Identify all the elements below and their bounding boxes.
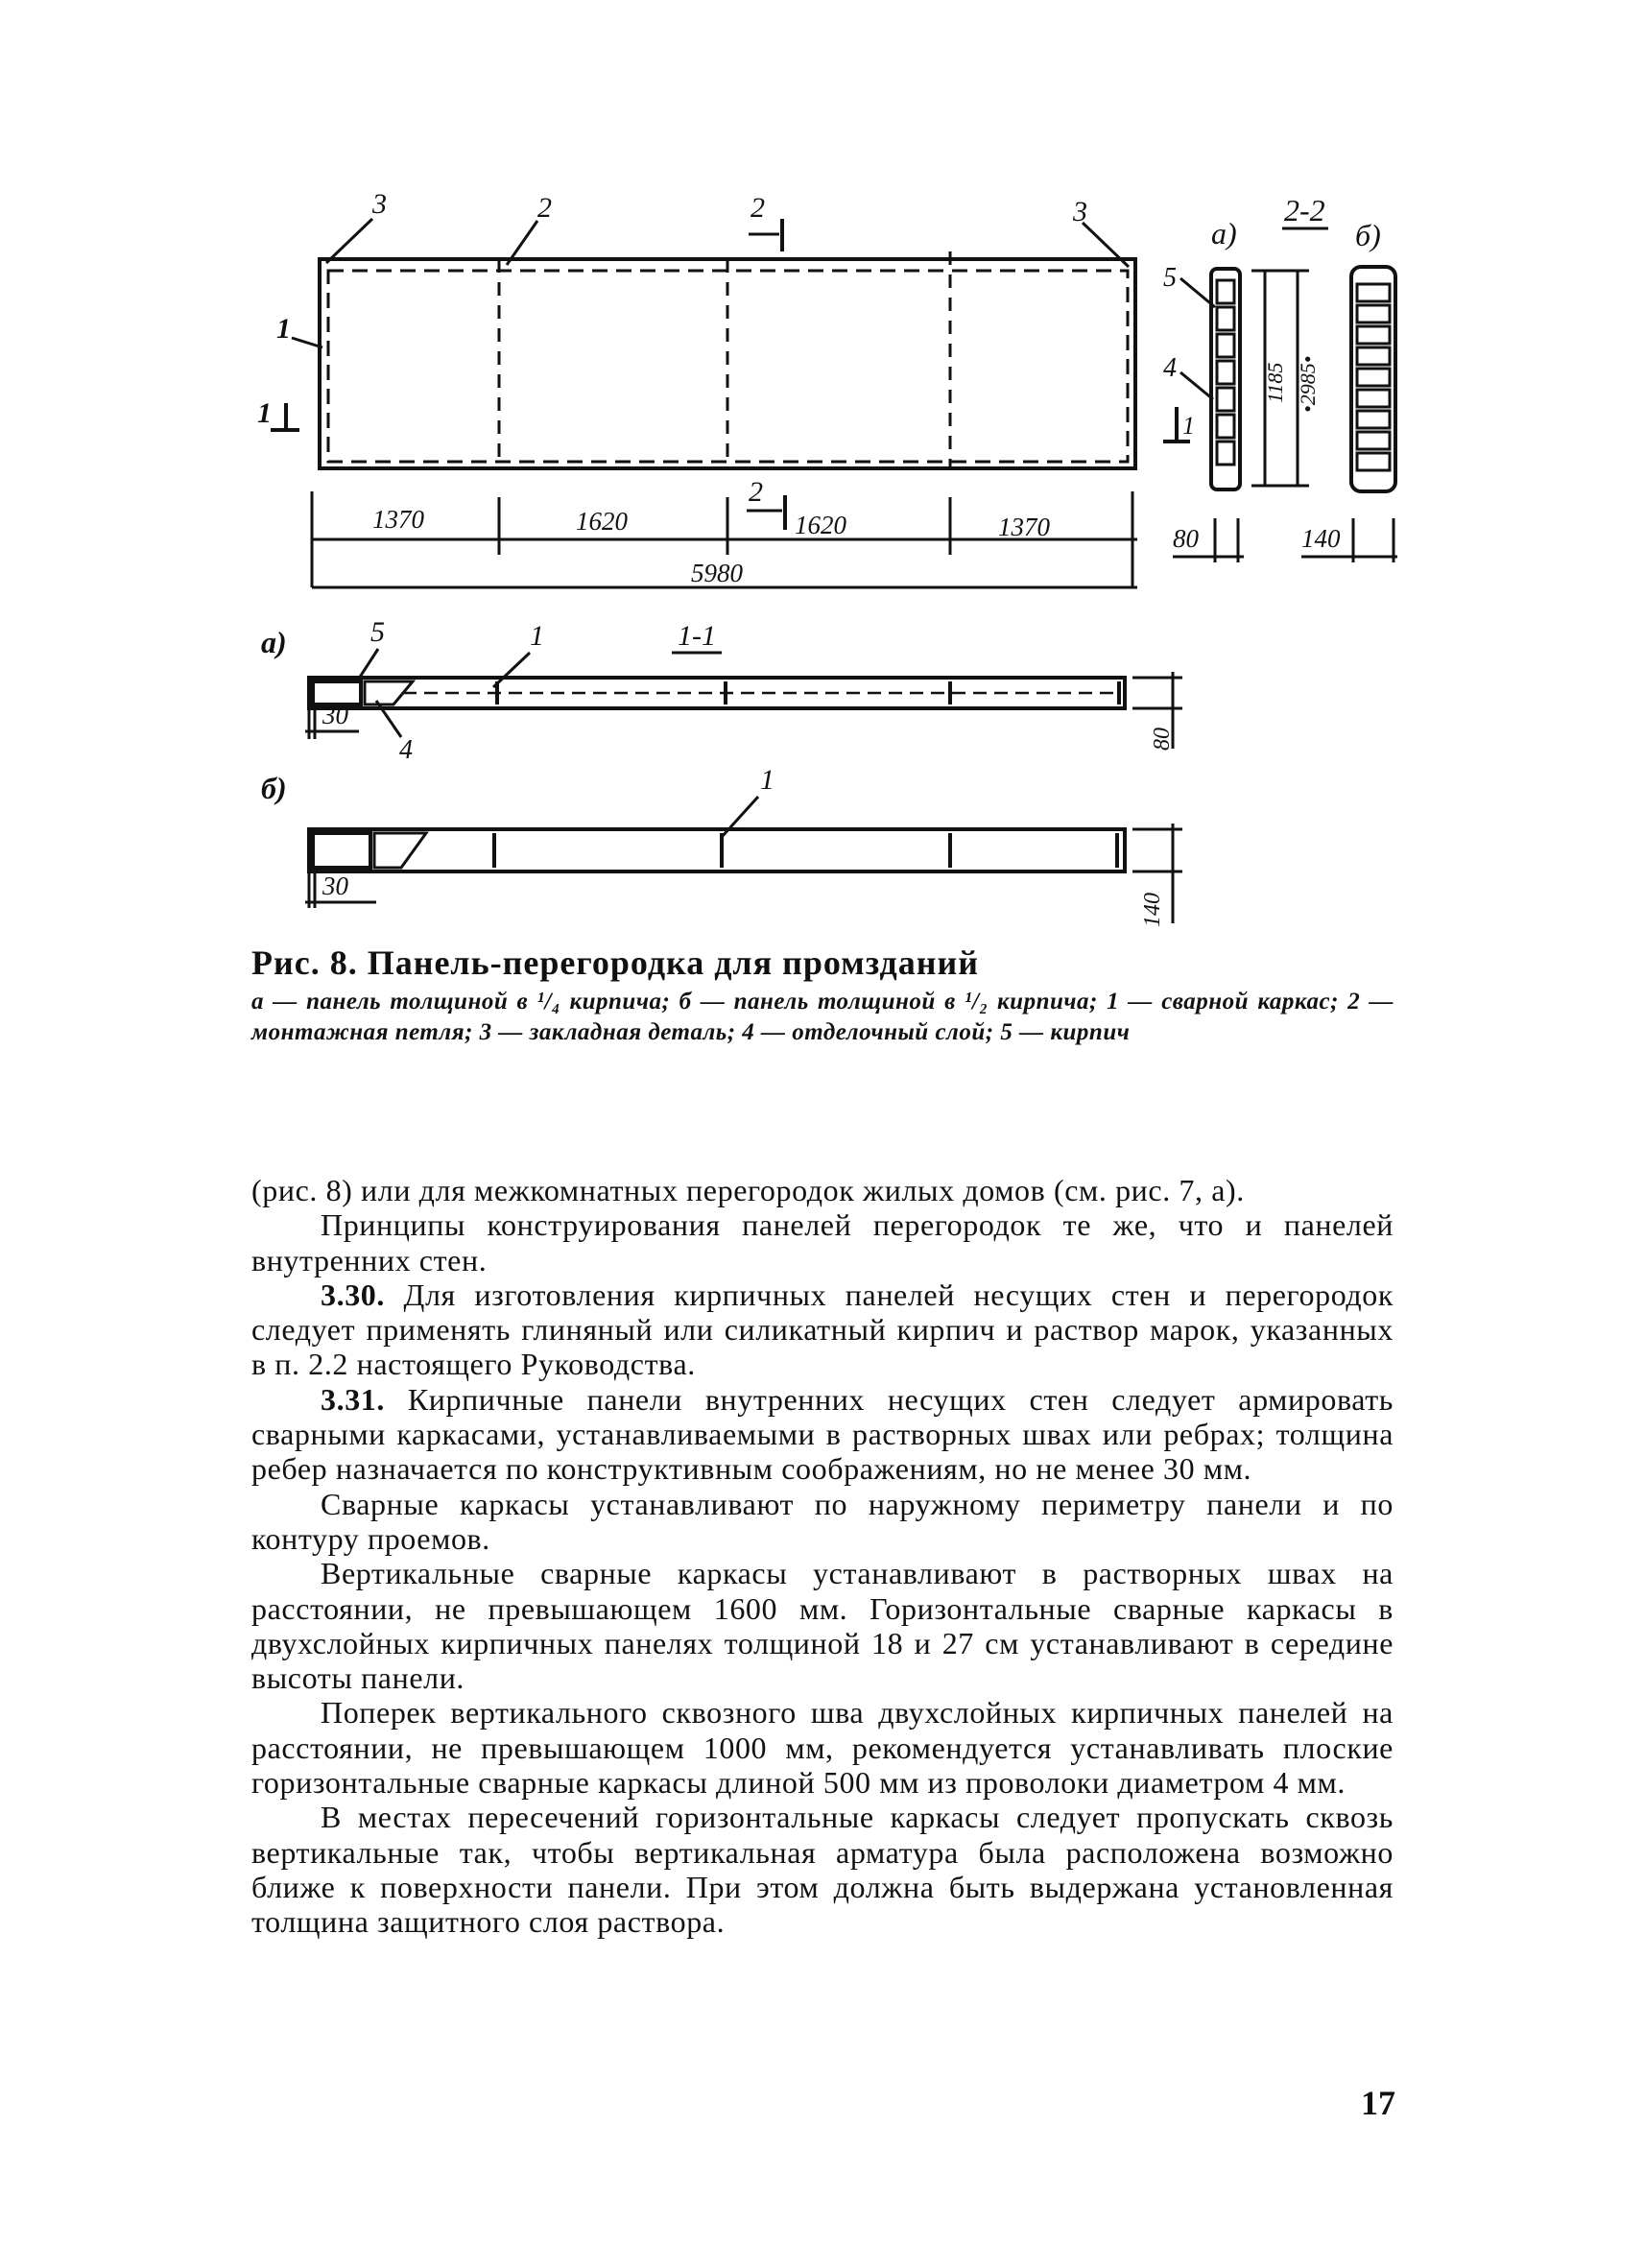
callout-1-elev: 1 (276, 313, 291, 345)
dim-30-a: 30 (322, 701, 348, 729)
dim-1620-left: 1620 (576, 507, 628, 536)
dim-1370-right: 1370 (998, 513, 1050, 541)
dim-30-b: 30 (322, 871, 348, 900)
section-2-bottom-label: 2 (749, 476, 763, 508)
dim-140-b: 140 (1140, 893, 1165, 927)
leader-3-left (326, 219, 372, 263)
dim-80-sec: 80 (1173, 524, 1199, 553)
dim-5980: 5980 (691, 559, 743, 587)
clause-number-3-31: 3.31. (321, 1381, 385, 1417)
figure-caption-title: Рис. 8. Панель-перегородка для промзданий (251, 943, 979, 982)
section-1-left-label: 1 (257, 397, 272, 429)
section-1-right-label: 1 (1182, 412, 1195, 440)
dim-80-a: 80 (1150, 728, 1175, 751)
panel-b-end-taper (374, 833, 426, 868)
panel-b-body (309, 829, 1125, 871)
callout-4-11: 4 (399, 735, 413, 765)
view-b-label-22: б) (1355, 218, 1381, 252)
body-text (251, 1173, 1394, 1940)
leader-4-sec (1180, 372, 1213, 399)
dim-1620-right: 1620 (795, 511, 846, 539)
section-2-2 (1163, 193, 1397, 562)
paragraph-6: Вертикальные сварные каркасы устанавливают в растворных швах на расстоянии, не превышающем 1600 мм. Горизонтальные сварные каркасы в двухслойных кирпичных панелях толщиной 18 и 27 см устанавливают в середине высоты панели. (251, 1556, 1394, 1696)
section-2-top-label: 2 (751, 192, 765, 224)
paragraph-4-text: Кирпичные панели внутренних несущих стен следует армировать сварными каркасами, устанавливаемыми в растворных швах или ребрах; толщина ребер назначается по конструктивным соображениям, но не менее 30 мм. (251, 1381, 1394, 1487)
paragraph-3 (251, 1277, 1394, 1382)
paragraph-5: Сварные каркасы устанавливают по наружному периметру панели и по контуру проемов. (251, 1486, 1394, 1556)
dim-1185: 1185 (1263, 362, 1287, 403)
clause-number-3-30: 3.30. (321, 1277, 385, 1312)
callout-2: 2 (537, 192, 552, 224)
figure-panel-drawing (0, 0, 1644, 931)
dim-140-sec: 140 (1301, 524, 1341, 553)
callout-5-sec: 5 (1163, 263, 1177, 293)
paragraph-3-text: Для изготовления кирпичных панелей несущих стен и перегородок следует применять глиняный или силикатный кирпич и раствор марок, указанных в п. 2.2 настоящего Руководства. (251, 1277, 1394, 1382)
paragraph-2: Принципы конструирования панелей перегородок те же, что и панелей внутренних стен. (251, 1207, 1394, 1277)
section-11-label: 1-1 (678, 620, 716, 652)
dim-2985: •2985• (1296, 355, 1320, 413)
view-a-label-11: а) (261, 625, 287, 659)
figure-caption-legend: а — панель толщиной в ¹/₄ кирпича; б — панель толщиной в ¹/₂ кирпича; 1 — сварной каркас; 2 — монтажная петля; 3 — закладная деталь; 4 — отделочный слой; 5 — кирпич (251, 989, 1394, 1045)
paragraph-4 (251, 1382, 1394, 1487)
paragraph-8: В местах пересечений горизонтальные каркасы следует пропускать сквозь вертикальные так, чтобы вертикальная арматура была расположена возможно ближе к поверхности панели. При этом должна быть выдержана установленная толщина защитного слоя раствора. (251, 1800, 1394, 1940)
callout-4-sec: 4 (1163, 353, 1177, 383)
section-a-bricks (1217, 280, 1234, 465)
callout-3-left: 3 (372, 188, 387, 220)
callout-1-11b: 1 (760, 764, 774, 796)
panel-b-end-brick (313, 833, 370, 868)
view-b-label-11: б) (261, 771, 287, 805)
section-1-1-view-a (261, 616, 1182, 765)
section-1-1-view-b (261, 764, 1182, 927)
view-a-label-22: а) (1211, 216, 1237, 251)
section-b-bricks (1357, 284, 1390, 470)
leader-4-11 (376, 701, 401, 737)
paragraph-1: (рис. 8) или для межкомнатных перегородок жилых домов (см. рис. 7, а). (251, 1173, 1245, 1207)
callout-5-11: 5 (370, 616, 385, 648)
callout-1-11a: 1 (530, 620, 544, 652)
panel-elevation (257, 188, 1137, 587)
paragraph-7: Поперек вертикального сквозного шва двухслойных кирпичных панелей на расстоянии, не превышающем 1000 мм, рекомендуется устанавливать плоские горизонтальные сварные каркасы длиной 500 мм из проволоки диаметром 4 мм. (251, 1695, 1394, 1801)
callout-3-right: 3 (1073, 196, 1087, 227)
page-number: 17 (1361, 2084, 1395, 2122)
dim-1370-left: 1370 (372, 505, 424, 534)
section-22-label: 2-2 (1284, 193, 1325, 227)
